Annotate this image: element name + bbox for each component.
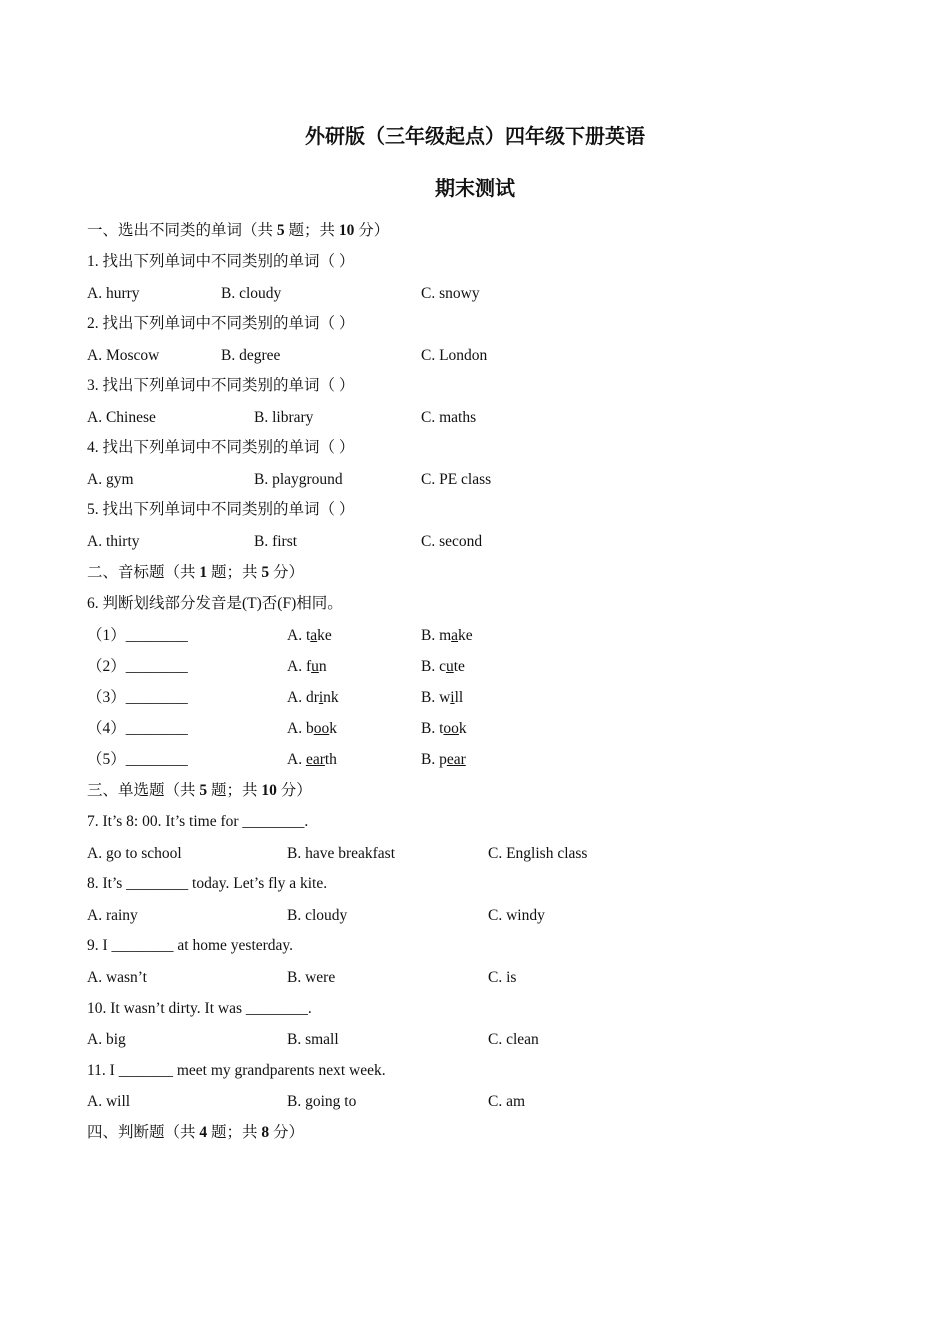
q8-option-c: C. windy xyxy=(488,907,545,924)
section-header-2: 二、音标题（共 1 题；共 5 分） xyxy=(87,564,305,581)
q8-option-b: B. cloudy xyxy=(287,907,348,924)
question-8: 8. It’s ________ today. Let’s fly a kite. xyxy=(87,875,328,892)
q6-item-3-word-b: B. will xyxy=(421,689,464,706)
q3-option-a: A. Chinese xyxy=(87,409,156,426)
question-10: 10. It wasn’t dirty. It was ________. xyxy=(87,1000,312,1017)
question-5: 5. 找出下列单词中不同类别的单词（ ） xyxy=(87,501,355,518)
q6-item-2-word-a: A. fun xyxy=(287,658,327,675)
q6-item-5-word-a: A. earth xyxy=(287,751,337,768)
q4-option-c: C. PE class xyxy=(421,471,492,488)
q1-option-c: C. snowy xyxy=(421,285,480,302)
section-header-1: 一、选出不同类的单词（共 5 题；共 10 分） xyxy=(87,222,390,239)
q6-item-2-blank: （2）________ xyxy=(87,658,188,675)
q6-item-1-word-a: A. take xyxy=(287,627,332,644)
q6-item-3-blank: （3）________ xyxy=(87,689,188,706)
q10-option-a: A. big xyxy=(87,1031,126,1048)
question-1: 1. 找出下列单词中不同类别的单词（ ） xyxy=(87,253,355,270)
q6-item-5-word-b: B. pear xyxy=(421,751,466,768)
q3-option-b: B. library xyxy=(254,409,314,426)
question-9: 9. I ________ at home yesterday. xyxy=(87,937,294,954)
q5-option-b: B. first xyxy=(254,533,298,550)
q11-option-c: C. am xyxy=(488,1093,526,1110)
q1-option-b: B. cloudy xyxy=(221,285,282,302)
q9-option-c: C. is xyxy=(488,969,517,986)
q8-option-a: A. rainy xyxy=(87,907,138,924)
q10-option-b: B. small xyxy=(287,1031,339,1048)
q2-option-b: B. degree xyxy=(221,347,281,364)
document-subtitle: 期末测试 xyxy=(435,176,515,200)
q6-item-5-blank: （5）________ xyxy=(87,751,188,768)
section-header-3: 三、单选题（共 5 题；共 10 分） xyxy=(87,782,312,799)
q6-item-4-word-b: B. took xyxy=(421,720,467,737)
q6-item-3-word-a: A. drink xyxy=(287,689,339,706)
q9-option-b: B. were xyxy=(287,969,336,986)
q3-option-c: C. maths xyxy=(421,409,477,426)
q4-option-b: B. playground xyxy=(254,471,343,488)
q6-item-4-word-a: A. book xyxy=(287,720,337,737)
q9-option-a: A. wasn’t xyxy=(87,969,147,986)
q2-option-c: C. London xyxy=(421,347,488,364)
question-7: 7. It’s 8: 00. It’s time for ________. xyxy=(87,813,309,830)
q4-option-a: A. gym xyxy=(87,471,134,488)
question-3: 3. 找出下列单词中不同类别的单词（ ） xyxy=(87,377,355,394)
q6-item-2-word-b: B. cute xyxy=(421,658,465,675)
q6-item-1-word-b: B. make xyxy=(421,627,473,644)
q6-item-1-blank: （1）________ xyxy=(87,627,188,644)
document-title: 外研版（三年级起点）四年级下册英语 xyxy=(305,124,645,148)
q5-option-c: C. second xyxy=(421,533,483,550)
q2-option-a: A. Moscow xyxy=(87,347,160,364)
section-header-4: 四、判断题（共 4 题；共 8 分） xyxy=(87,1124,305,1141)
q6-item-4-blank: （4）________ xyxy=(87,720,188,737)
q5-option-a: A. thirty xyxy=(87,533,140,550)
question-11: 11. I _______ meet my grandparents next week. xyxy=(87,1062,386,1079)
question-6: 6. 判断划线部分发音是(T)否(F)相同。 xyxy=(87,595,343,612)
q11-option-b: B. going to xyxy=(287,1093,357,1110)
q7-option-a: A. go to school xyxy=(87,845,182,862)
q10-option-c: C. clean xyxy=(488,1031,539,1048)
q7-option-b: B. have breakfast xyxy=(287,845,396,862)
q11-option-a: A. will xyxy=(87,1093,131,1110)
question-4: 4. 找出下列单词中不同类别的单词（ ） xyxy=(87,439,355,456)
q1-option-a: A. hurry xyxy=(87,285,140,302)
q7-option-c: C. English class xyxy=(488,845,588,862)
question-2: 2. 找出下列单词中不同类别的单词（ ） xyxy=(87,315,355,332)
